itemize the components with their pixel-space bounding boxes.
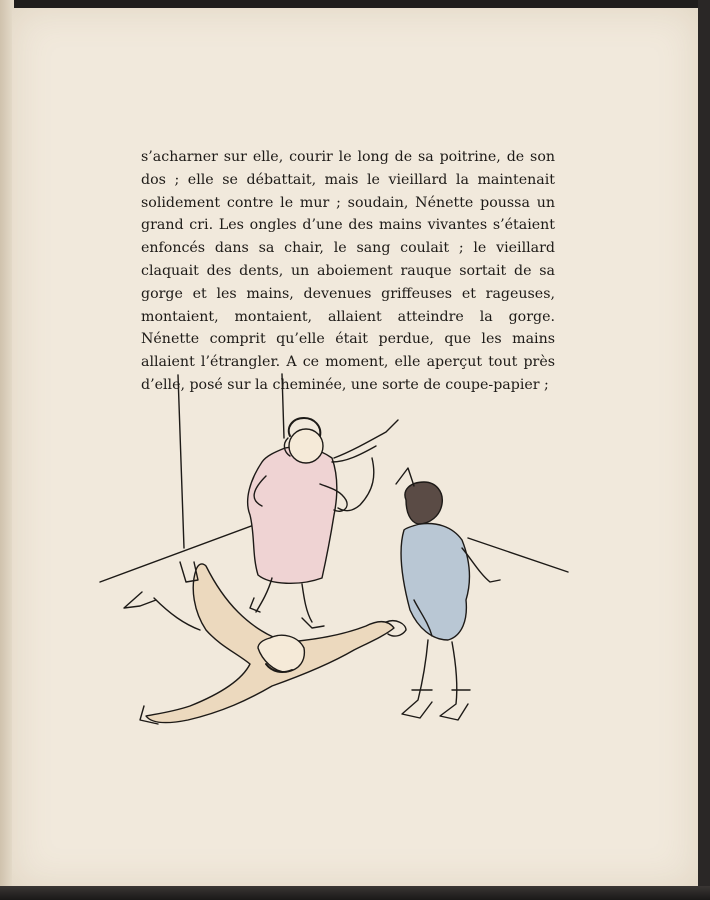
text-line: d’elle, posé sur la cheminée, une sorte de coupe-papier ; [141,376,549,393]
text-line: Nénette comprit qu’elle était perdue, que les mains [141,331,555,348]
text-line: allaient l’étrangler. A ce moment, elle aperçut tout près [141,354,555,371]
text-line: grand cri. Les ongles d’une des mains vivantes s’étaient [141,217,555,234]
text-line: dos ; elle se débattait, mais le vieillard la maintenait [141,171,555,188]
text-line: claquait des dents, un aboiement rauque sortait de sa [141,262,555,279]
text-line: solidement contre le mur ; soudain, Nénette poussa un [141,194,555,211]
fallen-man [124,562,406,724]
child-figure [396,468,500,720]
woman-figure [248,418,398,628]
text-line: s’acharner sur elle, courir le long de sa poitrine, de son [141,149,555,165]
text-line: montaient, montaient, allaient atteindre la gorge. [141,308,555,325]
text-line: gorge et les mains, devenues griffeuses et rageuses, [141,285,555,302]
text-line: enfoncés dans sa chair, le sang coulait ; le vieillard [141,240,555,257]
